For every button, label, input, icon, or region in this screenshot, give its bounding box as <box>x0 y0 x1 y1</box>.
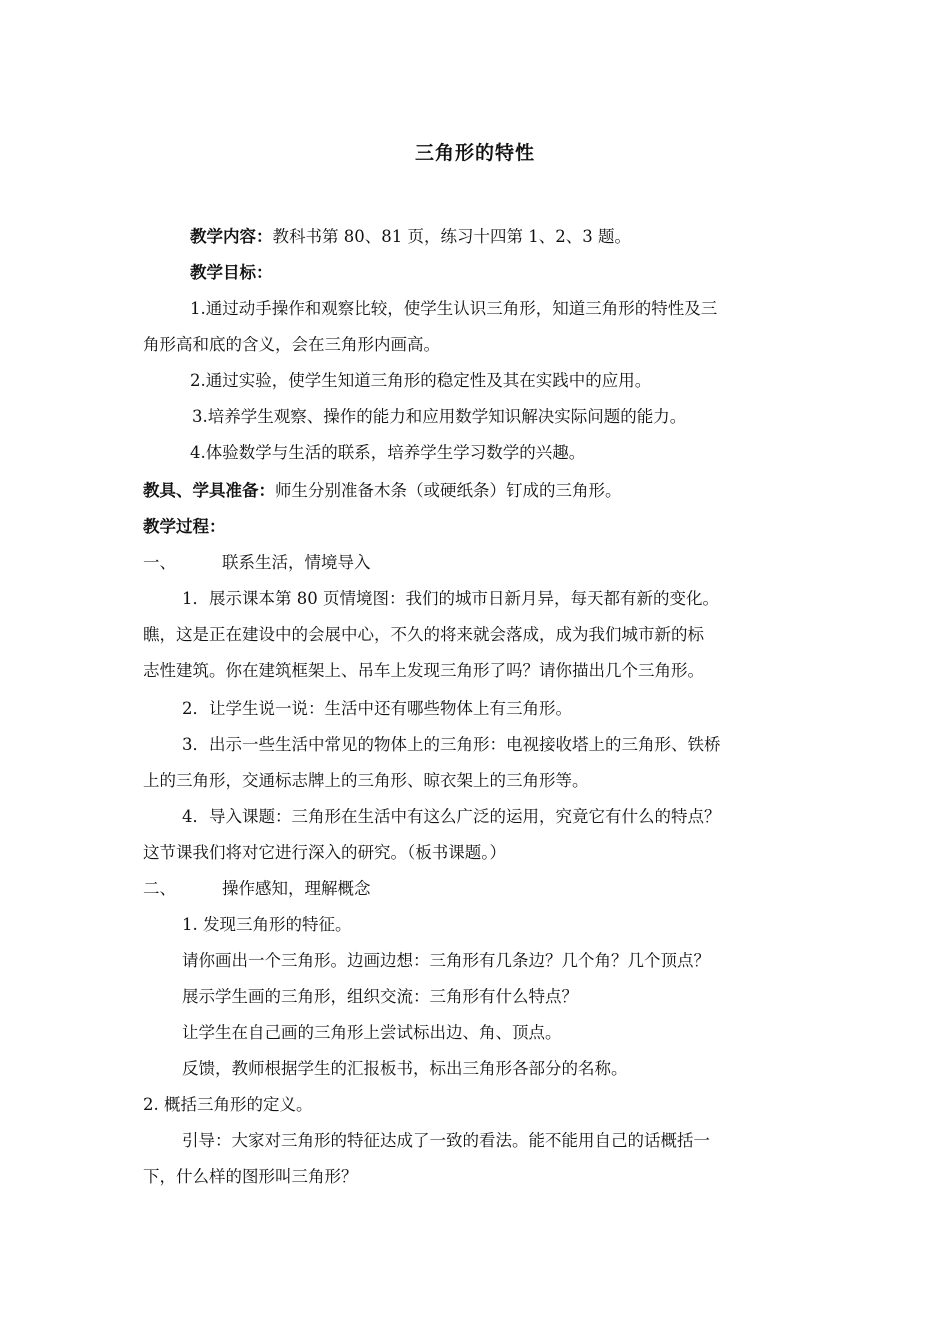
teaching-content <box>190 226 631 248</box>
section-title: 联系生活，情境导入 <box>222 553 371 572</box>
tools-text: 师生分别准备木条（或硬纸条）钉成的三角形。 <box>275 481 622 500</box>
paragraph-line: 3．出示一些生活中常见的物体上的三角形：电视接收塔上的三角形、铁桥 <box>182 735 721 754</box>
tools-label: 教具、学具准备： <box>143 481 275 500</box>
document-title: 三角形的特性 <box>414 142 535 164</box>
paragraph-line: 下，什么样的图形叫三角形？ <box>143 1167 358 1186</box>
section-title: 操作感知，理解概念 <box>222 879 371 898</box>
paragraph-line: 4．导入课题：三角形在生活中有这么广泛的运用，究竟它有什么的特点？ <box>182 807 721 826</box>
tools-preparation <box>143 480 622 502</box>
paragraph-line: 1. 发现三角形的特征。 <box>182 915 352 934</box>
paragraph-line: 2. 概括三角形的定义。 <box>143 1095 313 1114</box>
paragraph-line: 这节课我们将对它进行深入的研究。（板书课题。） <box>143 843 506 862</box>
paragraph-line: 请你画出一个三角形。边画边想：三角形有几条边？几个角？几个顶点？ <box>182 951 710 970</box>
paragraph-line: 展示学生画的三角形，组织交流：三角形有什么特点？ <box>182 987 578 1006</box>
process-label: 教学过程： <box>143 517 226 536</box>
paragraph-line: 瞧，这是正在建设中的会展中心，不久的将来就会落成，成为我们城市新的标 <box>143 625 704 644</box>
objective-line: 角形高和底的含义，会在三角形内画高。 <box>143 335 440 354</box>
objective-line: 4.体验数学与生活的联系，培养学生学习数学的兴趣。 <box>190 443 586 462</box>
paragraph-line: 1．展示课本第 80 页情境图：我们的城市日新月异，每天都有新的变化。 <box>182 589 719 608</box>
paragraph-line: 让学生在自己画的三角形上尝试标出边、角、顶点。 <box>182 1023 562 1042</box>
paragraph-line: 反馈，教师根据学生的汇报板书，标出三角形各部分的名称。 <box>182 1059 628 1078</box>
objective-line: 2.通过实验，使学生知道三角形的稳定性及其在实践中的应用。 <box>190 371 652 390</box>
teaching-content-text: 教科书第 80、81 页，练习十四第 1、2、3 题。 <box>272 227 631 246</box>
paragraph-line: 上的三角形，交通标志牌上的三角形、晾衣架上的三角形等。 <box>143 771 589 790</box>
section-heading <box>143 552 371 574</box>
section-number: 二、 <box>143 879 176 898</box>
objective-line: 3.培养学生观察、操作的能力和应用数学知识解决实际问题的能力。 <box>192 407 687 426</box>
section-number: 一、 <box>143 553 176 572</box>
paragraph-line: 志性建筑。你在建筑框架上、吊车上发现三角形了吗？请你描出几个三角形。 <box>143 661 704 680</box>
objective-line: 1.通过动手操作和观察比较，使学生认识三角形，知道三角形的特性及三 <box>190 299 718 318</box>
paragraph-line: 引导：大家对三角形的特征达成了一致的看法。能不能用自己的话概括一 <box>182 1131 710 1150</box>
section-heading <box>143 878 371 900</box>
objectives-label: 教学目标： <box>190 263 273 282</box>
paragraph-line: 2．让学生说一说：生活中还有哪些物体上有三角形。 <box>182 699 572 718</box>
teaching-content-label: 教学内容： <box>190 227 273 246</box>
